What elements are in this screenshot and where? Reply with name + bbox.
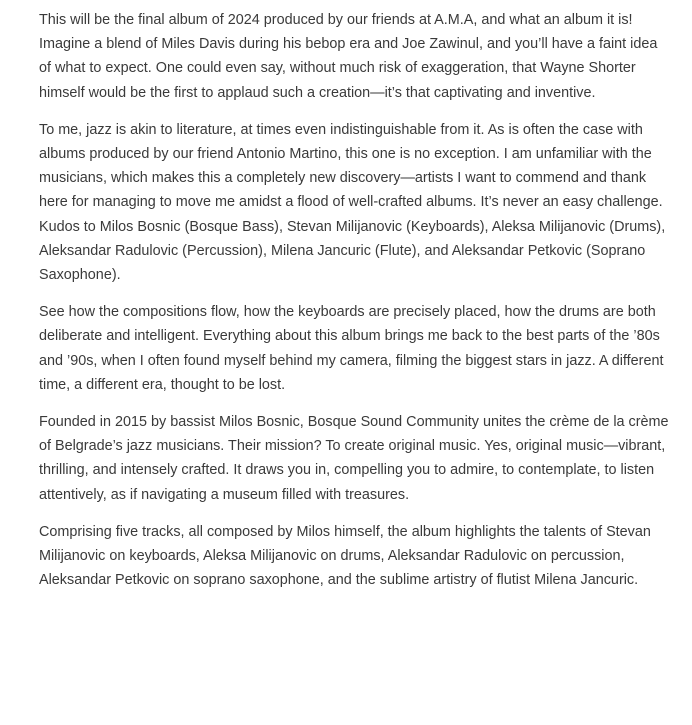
intro-paragraph: This will be the final album of 2024 produced by our friends at A.M.A, and what an album it is! bbox=[39, 12, 633, 28]
paragraph-band-history: Founded in 2015 by bassist Milos Bosnic, Bosque Sound Community unites the crème de la crème of Belgrade’s jazz musicians. Their mission? To create original music. Yes, original music—vibrant, thrilling, and intensely crafted. It draws you in, compelling you to admire, to contemplate, to listen attentively, as if navigating a museum filled with treasures. bbox=[39, 414, 669, 503]
paragraph-jazz-literature: To me, jazz is akin to literature, at times even indistinguishable from it. As is often the case with albums produced by our friend Antonio Martino, this one is no exception. I am unfamiliar with the musicians, which makes this a completely new discovery—artists I want to commend and thank here for managing to move me amidst a flood of well-crafted albums. It’s never an easy challenge. Kudos to Milos Bosnic (Bosque Bass), Stevan Milijanovic (Keyboards), Aleksa Milijanovic (Drums), Aleksandar Radulovic (Percussion), Milena Jancuric (Flute), and Aleksandar Petkovic (Soprano Saxophone). bbox=[39, 121, 666, 284]
paragraph-tracks: Comprising five tracks, all composed by Milos himself, the album highlights the talents of Stevan Milijanovic on keyboards, Aleksa Milijanovic on drums, Aleksandar Radulovic on percussion, Aleksandar Petkovic on soprano saxophone, and the sublime artistry of flutist Milena Jancuric. bbox=[39, 523, 651, 589]
paragraph-compositions: See how the compositions flow, how the keyboards are precisely placed, how the drums are both deliberate and intelligent. Everything about this album brings me back to the best parts of the ’80s and ’90s, when I often found myself behind my camera, filming the biggest stars in jazz. A different time, a different era, thought to be lost. bbox=[39, 304, 664, 393]
paragraph-expectation: Imagine a blend of Miles Davis during his bebop era and Joe Zawinul, and you’ll have a faint idea of what to expect. One could even say, without much risk of exaggeration, that Wayne Shorter himself would be the first to applaud such a creation—it’s that captivating and inventive. bbox=[39, 36, 658, 101]
